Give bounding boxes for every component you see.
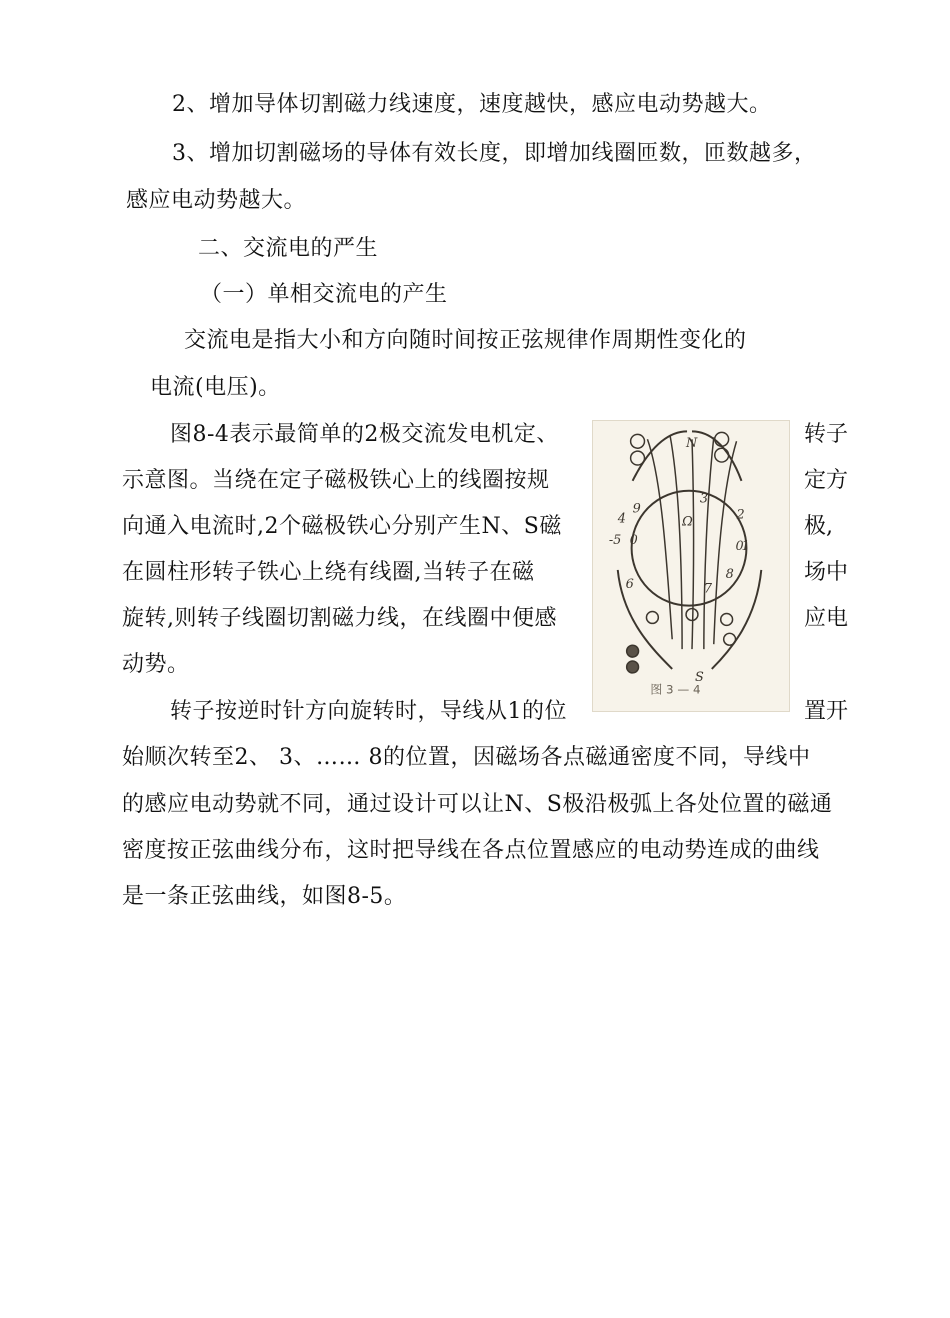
generator-diagram-figure [592,420,790,712]
wrap-line-1-right: 转子 [804,422,849,447]
rotation-line-5: 是一条正弦曲线，如图8-5。 [122,884,407,909]
conductor-label-5: -5 [608,533,622,549]
south-pole-label: S [694,669,704,685]
paragraph-item-2: 2、增加导体切割磁力线速度，速度越快，感应电动势越大。 [172,92,772,117]
conductor-label-3: 3 [699,491,709,507]
wrap-line-3-left: 向通入电流时,2个磁极铁心分别产生N、S磁 [122,514,562,539]
conductor-label-0b: 0 [629,533,638,549]
rotation-line-1-left: 转子按逆时针方向旋转时，导线从1的位 [170,699,567,724]
conductor-label-8: 8 [725,566,734,582]
wrap-line-2-left: 示意图。当绕在定子磁极铁心上的线圈按规 [122,468,550,493]
north-pole-label: N [686,436,698,452]
generator-diagram-svg [593,421,789,711]
paragraph-item-3-line1: 3、增加切割磁场的导体有效长度，即增加线圈匝数，匝数越多， [172,141,817,166]
conductor-label-7: 7 [703,581,713,597]
wrap-line-4-right: 场中 [804,560,849,585]
figure-caption: 图 3 — 4 [650,682,701,697]
rotation-line-2: 始顺次转至2、 3、…… 8的位置，因磁场各点磁通密度不同，导线中 [122,745,811,770]
section-heading: 二、交流电的严生 [198,236,379,261]
rotation-line-1-right: 置开 [804,699,849,724]
wrap-line-5-left: 旋转,则转子线圈切割磁力线，在线圈中便感 [122,606,557,631]
definition-line1: 交流电是指大小和方向随时间按正弦规律作周期性变化的 [184,328,747,353]
wrap-line-5-right: 应电 [804,606,849,631]
conductor-label-6: 6 [625,576,634,592]
wrap-line-4-left: 在圆柱形转子铁心上绕有线圈,当转子在磁 [122,560,535,585]
conductor-label-2: 2 [736,507,745,523]
rotor-circle [629,491,750,606]
omega-label: Ω [682,514,693,530]
conductor-label-1: 1 [741,539,750,555]
paragraph-item-3-line2: 感应电动势越大。 [126,188,307,213]
conductor-label-4: 4 [617,511,626,527]
definition-line2: 电流(电压)。 [150,375,281,400]
rotation-line-3: 的感应电动势就不同，通过设计可以让N、S极沿极弧上各处位置的磁通 [122,792,833,817]
rotation-line-4: 密度按正弦曲线分布，这时把导线在各点位置感应的电动势连成的曲线 [122,838,820,863]
wrap-line-2-right: 定方 [804,468,849,493]
wrap-line-1-left: 图8-4表示最简单的2极交流发电机定、 [170,422,559,447]
conductor-label-9: 9 [632,501,641,517]
conductor-label-0a: 0 [735,539,744,555]
subsection-heading: （一）单相交流电的产生 [200,282,448,307]
wrap-line-6-left: 动势。 [122,652,190,677]
wrap-line-3-right: 极, [804,514,833,539]
